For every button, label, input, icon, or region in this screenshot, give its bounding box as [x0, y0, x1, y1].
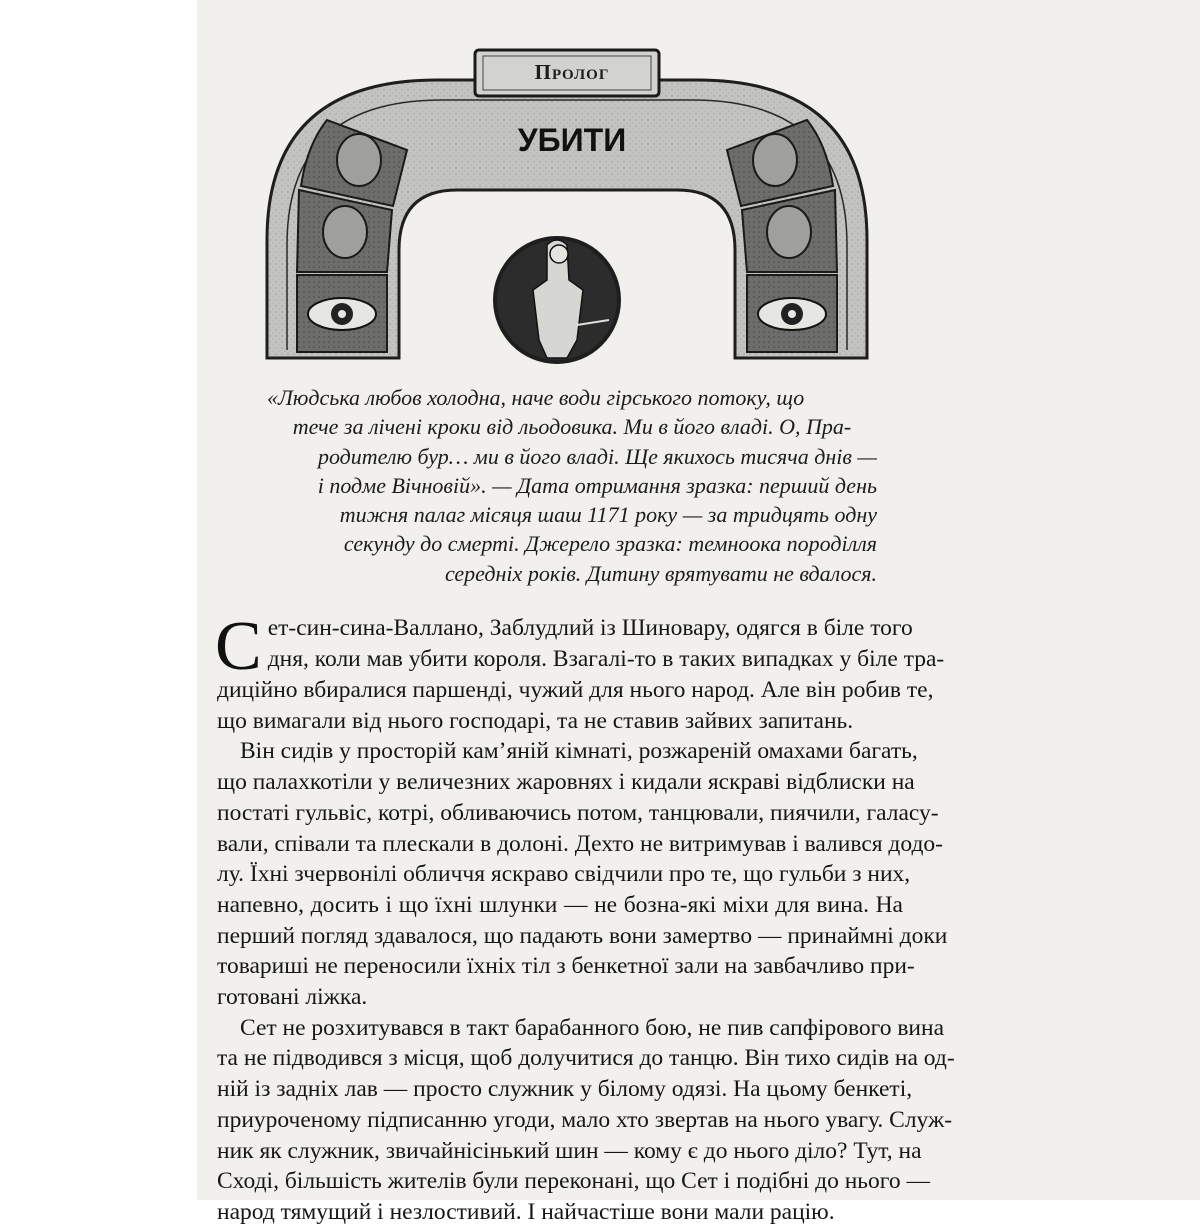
book-page — [197, 0, 1200, 1225]
text-line: що вимагали від нього господарі, та не ставив зайвих запитань. — [217, 707, 854, 734]
text-line: Сході, більшість жителів були переконані, що Сет і подібні до нього — — [217, 1168, 930, 1195]
text-line: товариші не переносили їхніх тіл з бенкетної зали на завбачливо при- — [217, 953, 915, 980]
paragraph — [217, 736, 948, 1012]
archway-svg — [257, 40, 877, 380]
epigraph — [267, 383, 877, 588]
chapter-title: УБИТИ — [517, 122, 627, 158]
paragraph — [217, 1013, 955, 1228]
text-line: дня, коли мав убити короля. Взагалі-то в таких випадках у біле тра- — [267, 645, 945, 672]
epigraph-line: «Людська любов холодна, наче води гірського потоку, що — [267, 385, 805, 410]
text-line: лу. Їхні зчервонілі обличчя яскраво свідчили про те, що гульби з них, — [217, 861, 911, 888]
epigraph-line: середніх років. Дитину врятувати не вдалося. — [444, 560, 877, 586]
text-line: напевно, досить і що їхні шлунки — не бозна-які міхи для вина. На — [217, 891, 903, 918]
text-line: готовані ліжка. — [217, 984, 368, 1011]
text-line: вали, співали та плескали в долоні. Дехто не витримував і валився додо- — [217, 830, 943, 857]
drop-cap: С — [215, 608, 262, 685]
text-line: Сет не розхитувався в такт барабанного бою, не пив сапфірового вина — [240, 1014, 945, 1041]
text-line: що палахкотіли у величезних жаровнях і кидали яскраві відблиски на — [217, 769, 915, 796]
text-line: та не підводився з місця, щоб долучитися до танцю. Він тихо сидів на од- — [217, 1045, 955, 1072]
text-line: постаті гульвіс, котрі, обливаючись потом, танцювали, пиячили, галасу- — [217, 799, 939, 826]
text-line: народ тямущий і незлостивий. І найчастіше вони мали рацію. — [217, 1198, 835, 1225]
epigraph-line: і подме Вічновій». — Дата отримання зразка: перший день — [317, 472, 877, 498]
chapter-label: Пролог — [534, 60, 610, 84]
text-line: перший погляд здавалося, що падають вони замертво — принаймні доки — [217, 922, 948, 949]
epigraph-line: секунду до смерті. Джерело зразка: темноока породілля — [343, 531, 877, 557]
text-line: приуроченому підписанню угоди, мало хто звертав на нього увагу. Служ- — [217, 1106, 953, 1133]
chapter-body — [215, 608, 955, 1228]
assassin-medallion — [493, 236, 621, 364]
text-line: ет-син-сина-Валлано, Заблудлий із Шиновару, одягся в біле того — [267, 615, 913, 641]
text-line: ник як служник, звичайнісінький шин — кому є до нього діло? Тут, на — [217, 1137, 922, 1164]
paragraph — [215, 608, 945, 736]
text-line: Він сидів у просторій кам’яній кімнаті, розжареній омахами багать, — [240, 738, 918, 765]
epigraph-line: родителю бур… ми в його владі. Ще якихось тисяча днів — — [317, 443, 877, 469]
text-line: ній із задніх лав — просто служник у білому одязі. На цьому бенкеті, — [217, 1076, 913, 1103]
epigraph-line: тече за лічені кроки від льодовика. Ми в його владі. О, Пра- — [292, 414, 852, 440]
text-line: диційно вбиралися паршенді, чужий для нього народ. Але він робив те, — [217, 677, 934, 703]
epigraph-line: тижня палаг місяця шаш 1171 року — за тридцять одну — [339, 502, 877, 528]
chapter-archway-illustration — [257, 40, 877, 380]
